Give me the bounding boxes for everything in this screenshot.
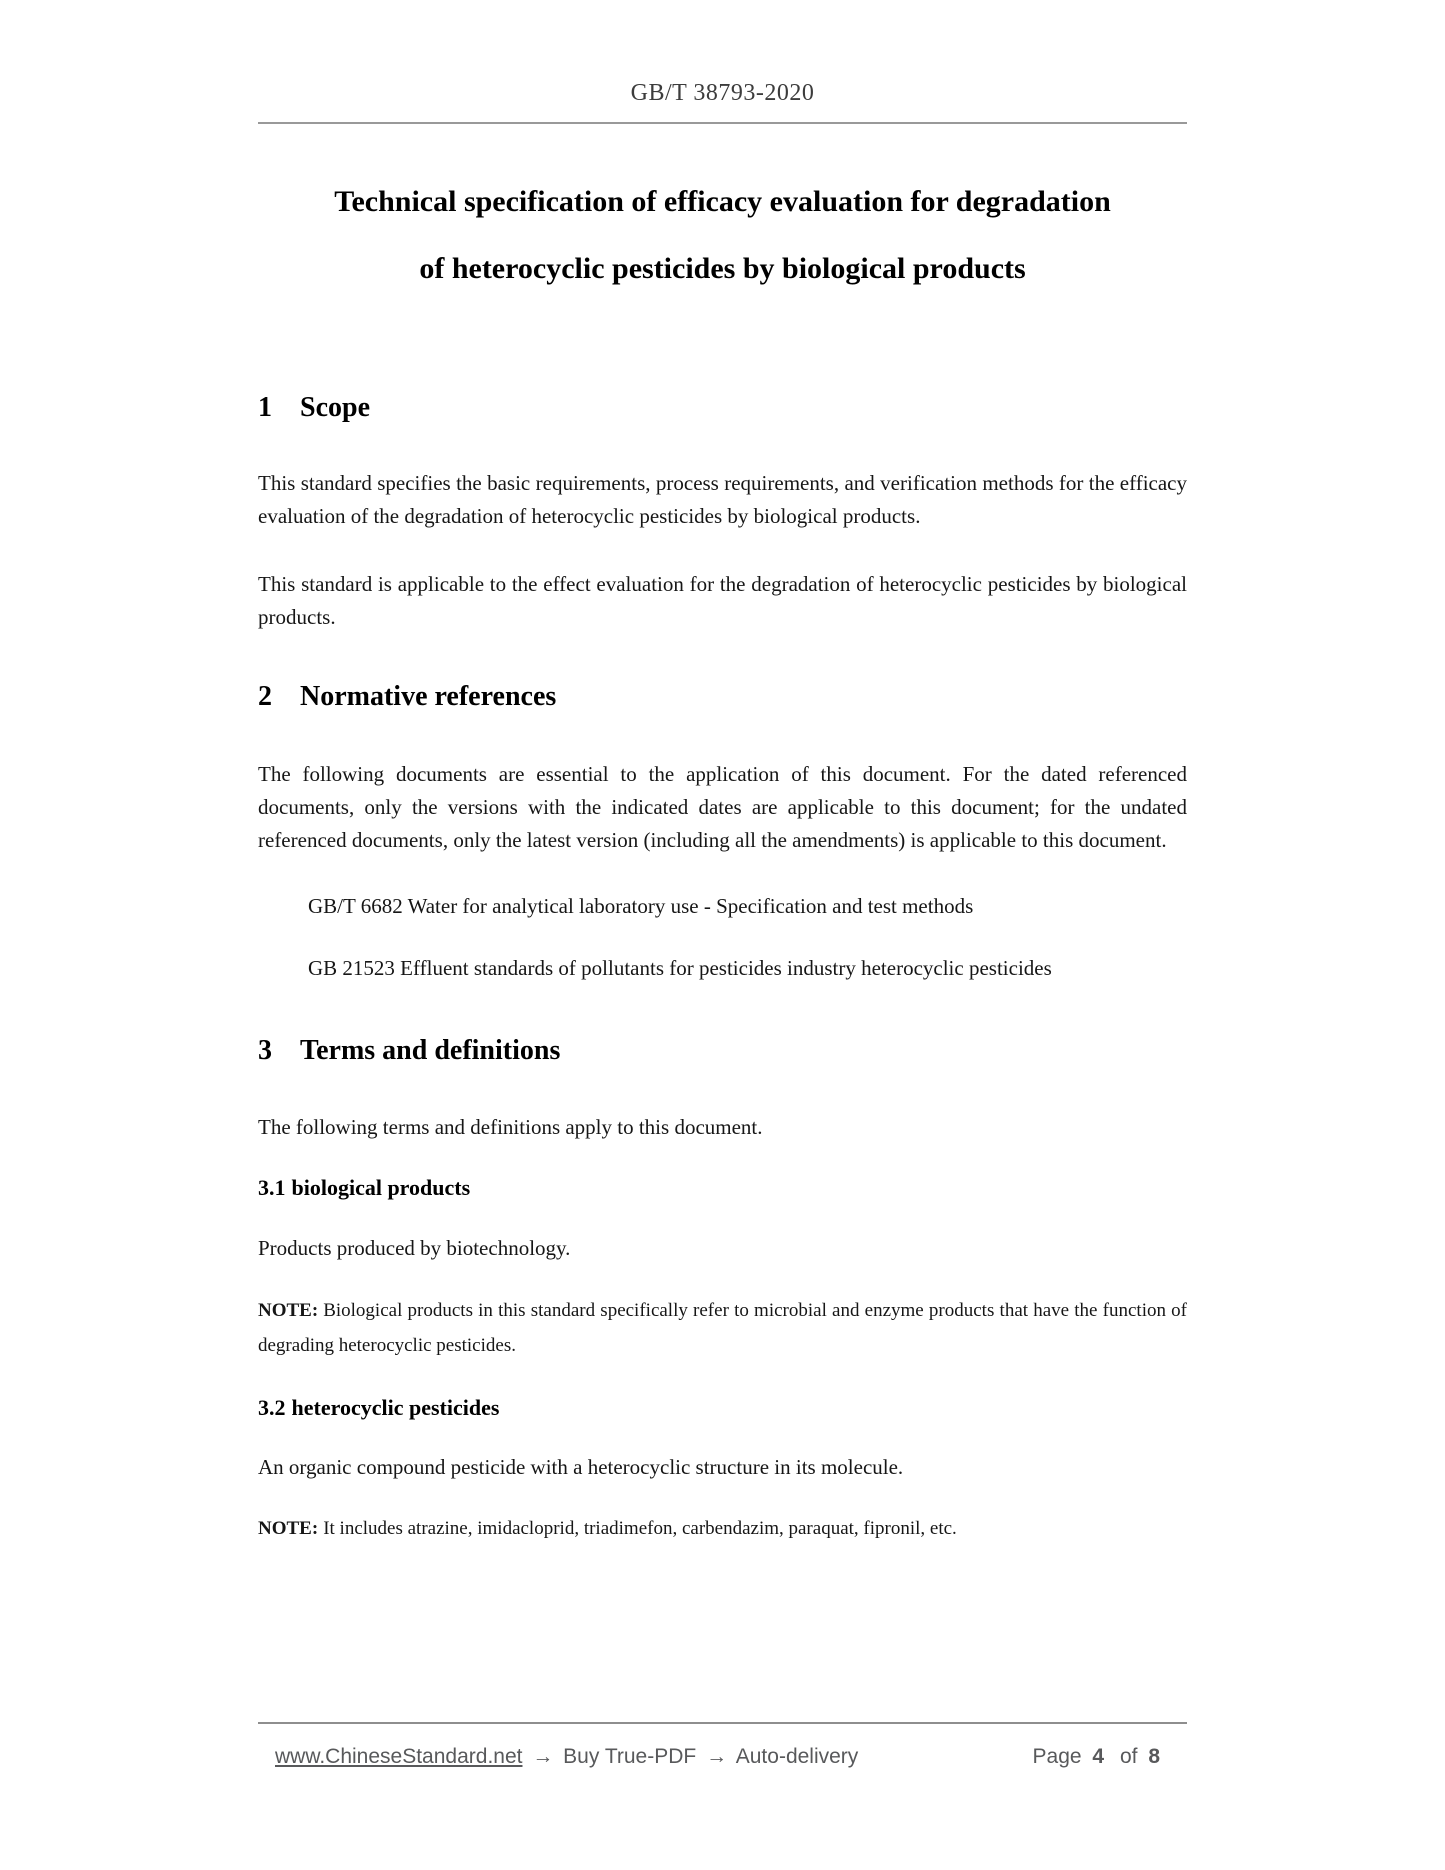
term-3-2-heading bbox=[258, 1394, 1187, 1422]
scope-paragraph-2: This standard is applicable to the effect evaluation for the degradation of heterocyclic pesticides by biological products. bbox=[258, 572, 1187, 629]
term-3-1-definition: Products produced by biotechnology. bbox=[258, 1236, 571, 1260]
reference-item: GB 21523 Effluent standards of pollutants for pesticides industry heterocyclic pesticides bbox=[308, 956, 1052, 980]
term-3-1-note bbox=[258, 1293, 1187, 1363]
arrow-icon: → bbox=[706, 1745, 728, 1768]
term-3-2-name: heterocyclic pesticides bbox=[291, 1395, 500, 1420]
note-label: NOTE: bbox=[258, 1300, 319, 1321]
section-1-number: 1 bbox=[258, 392, 272, 423]
document-title-line1: Technical specification of efficacy evaluation for degradation bbox=[334, 185, 1111, 218]
term-3-2-definition: An organic compound pesticide with a heterocyclic structure in its molecule. bbox=[258, 1455, 904, 1479]
section-3-heading bbox=[258, 1034, 1187, 1068]
normative-references-intro: The following documents are essential to the application of this document. For the dated referenced documents, only the versions with the indicated dates are applicable to this document; for the undated referenced documents, only the latest version (including all the amendments) is applicable to this document. bbox=[258, 762, 1187, 852]
term-3-2-number: 3.2 bbox=[258, 1395, 286, 1420]
term-3-1-name: biological products bbox=[291, 1175, 471, 1200]
section-1-title: Scope bbox=[300, 392, 370, 423]
term-3-1-heading bbox=[258, 1174, 1187, 1202]
section-2-title: Normative references bbox=[300, 681, 557, 712]
footer-divider bbox=[258, 1722, 1187, 1724]
term-3-1-number: 3.1 bbox=[258, 1175, 286, 1200]
buy-pdf-label: Buy True-PDF bbox=[563, 1745, 697, 1768]
standard-code: GB/T 38793-2020 bbox=[630, 80, 815, 106]
page-indicator bbox=[1028, 1742, 1187, 1772]
section-3-number: 3 bbox=[258, 1035, 272, 1066]
section-2-number: 2 bbox=[258, 681, 272, 712]
note-text: Biological products in this standard specifically refer to microbial and enzyme products that have the function of degrading heterocyclic pesticides. bbox=[258, 1300, 1187, 1356]
footer-row bbox=[258, 1742, 1187, 1772]
footer-branding bbox=[258, 1742, 862, 1772]
terms-intro: The following terms and definitions apply to this document. bbox=[258, 1115, 763, 1139]
term-3-2-note bbox=[258, 1511, 1187, 1546]
page-footer bbox=[258, 1722, 1187, 1772]
page-current: 4 bbox=[1092, 1745, 1105, 1768]
arrow-icon: → bbox=[532, 1745, 554, 1768]
document-title bbox=[258, 168, 1187, 302]
scope-paragraph-1: This standard specifies the basic requirements, process requirements, and verification methods for the efficacy evaluation of the degradation of heterocyclic pesticides by biological products. bbox=[258, 471, 1187, 528]
page-label: Page bbox=[1032, 1745, 1082, 1768]
document-title-line2: of heterocyclic pesticides by biological products bbox=[419, 252, 1026, 285]
note-label: NOTE: bbox=[258, 1518, 319, 1539]
reference-item: GB/T 6682 Water for analytical laboratory use - Specification and test methods bbox=[308, 894, 974, 918]
page-total: 8 bbox=[1148, 1745, 1160, 1768]
section-2-heading bbox=[258, 680, 1187, 714]
of-label: of bbox=[1119, 1745, 1138, 1768]
section-3-title: Terms and definitions bbox=[300, 1035, 561, 1066]
section-1-heading bbox=[258, 391, 1187, 425]
header-divider bbox=[258, 122, 1187, 124]
note-text: It includes atrazine, imidacloprid, triadimefon, carbendazim, paraquat, fipronil, etc. bbox=[323, 1518, 957, 1539]
auto-delivery-label: Auto-delivery bbox=[735, 1745, 859, 1768]
site-link[interactable]: www.ChineseStandard.net bbox=[275, 1745, 523, 1768]
